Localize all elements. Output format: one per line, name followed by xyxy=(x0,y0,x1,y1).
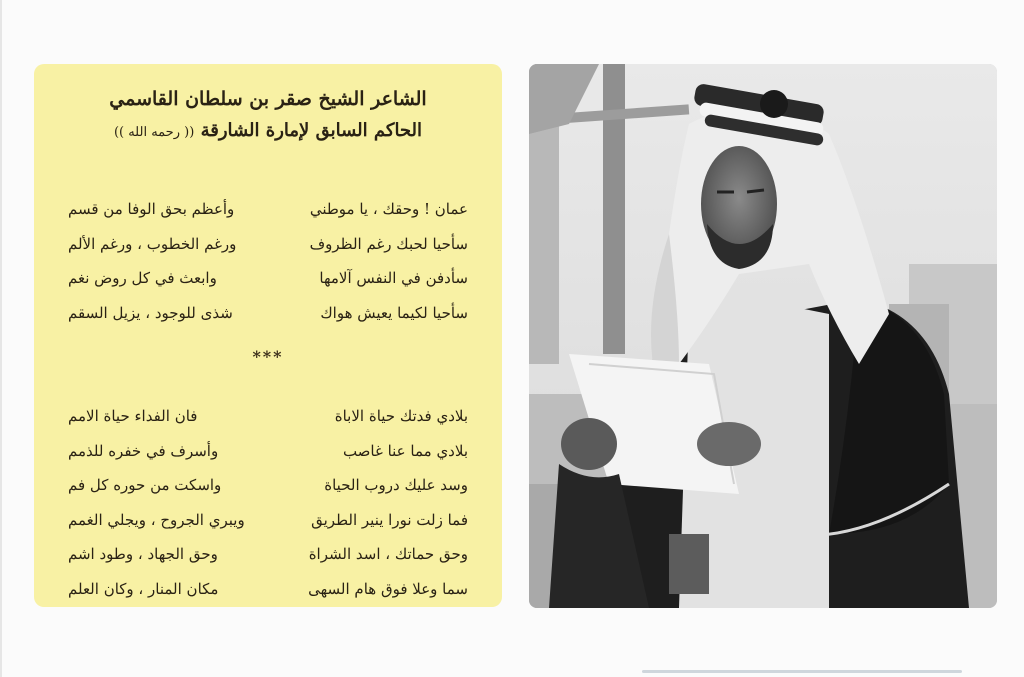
verse-first-half: فما زلت نورا ينير الطريق xyxy=(311,510,468,529)
poem-blessing: (( رحمه الله )) xyxy=(113,125,195,140)
verse-second-half: وأسرف في خفره للذمم xyxy=(68,441,219,460)
verse-first-half: سما وعلا فوق هام السهى xyxy=(308,579,468,598)
poem-subtitle: الحاكم السابق لإمارة الشارقة xyxy=(200,120,423,141)
verse-first-half: عمان ! وحقك ، يا موطني xyxy=(309,200,468,218)
verse-second-half: وابعث في كل روض نغم xyxy=(68,269,217,287)
verse-second-half: فان الفداء حياة الامم xyxy=(68,407,198,425)
poem-card xyxy=(34,64,502,607)
verse-second-half: واسكت من حوره كل فم xyxy=(68,476,222,494)
verse-second-half: شذى للوجود ، يزيل السقم xyxy=(68,303,233,322)
portrait-photo xyxy=(529,64,997,608)
verse-first-half: وحق حماتك ، اسد الشراة xyxy=(308,545,468,563)
portrait-illustration xyxy=(529,64,997,608)
verse-second-half: ورغم الخطوب ، ورغم الألم xyxy=(68,234,237,253)
verse-first-half: بلادي فدتك حياة الاباة xyxy=(334,407,468,425)
verse-first-half: سأدفن في النفس آلامها xyxy=(319,269,468,287)
verse-first-half: سأحيا لحبك رغم الظروف xyxy=(309,234,468,253)
verse-first-half: بلادي مما عنا غاصب xyxy=(342,441,468,460)
verse-second-half: مكان المنار ، وكان العلم xyxy=(68,579,219,598)
poem-title-line1: الشاعر الشيخ صقر بن سلطان القاسمي xyxy=(109,88,427,110)
verse-second-half: وحق الجهاد ، وطود اشم xyxy=(68,545,218,563)
cropped-caption-strip xyxy=(642,662,1022,677)
stanza-separator: *** xyxy=(252,347,284,366)
verse-first-half: وسد عليك دروب الحياة xyxy=(324,476,468,494)
verse-second-half: وأعظم بحق الوفا من قسم xyxy=(68,200,235,218)
verse-first-half: سأحيا لكيما يعيش هواك xyxy=(320,303,468,322)
poem-title xyxy=(34,84,502,148)
verse-second-half: ويبري الجروح ، ويجلي الغمم xyxy=(68,510,245,529)
cropped-caption-line xyxy=(642,670,962,673)
stanza-2 xyxy=(68,399,468,606)
poem-title-line2 xyxy=(34,115,502,148)
stanza-1 xyxy=(68,192,468,330)
